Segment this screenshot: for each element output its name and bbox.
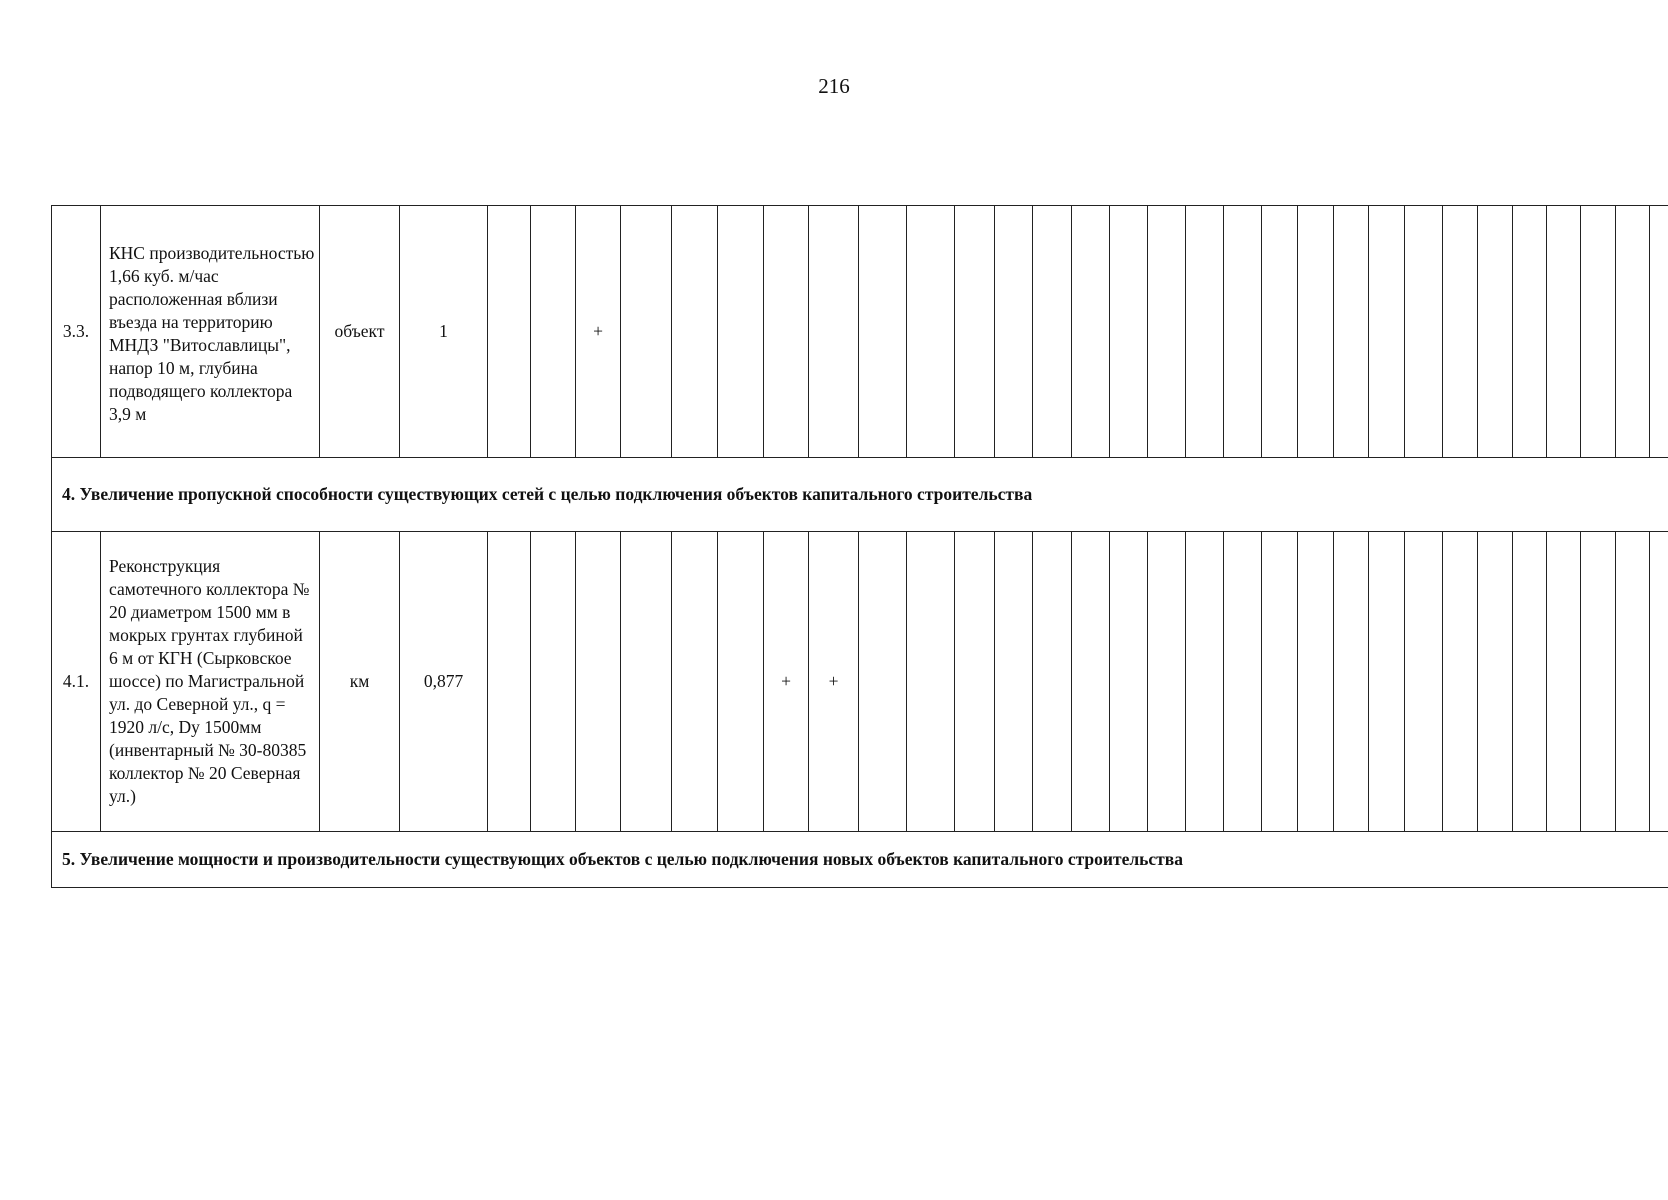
year-cell (1072, 206, 1110, 458)
year-cell (531, 532, 576, 832)
year-cell (488, 206, 531, 458)
year-cell (1478, 532, 1513, 832)
object-name: КНС производительностью 1,66 куб. м/час расположенная вблизи въезда на территорию МНДЗ "Витославлицы", напор 10 м, глубина подводящего коллектора 3,9 м (101, 206, 320, 458)
year-cell (1650, 532, 1668, 832)
year-cell (1298, 532, 1334, 832)
year-cell (1405, 206, 1443, 458)
year-cell (907, 532, 955, 832)
year-cell (995, 532, 1033, 832)
year-cell (718, 206, 764, 458)
year-cell (995, 206, 1033, 458)
year-cell (1148, 532, 1186, 832)
year-cell (1547, 206, 1581, 458)
year-cell (488, 532, 531, 832)
year-cell (1369, 532, 1405, 832)
plus-mark-cell: + (809, 532, 859, 832)
year-cell (1443, 206, 1478, 458)
year-cell (531, 206, 576, 458)
year-cell (1513, 532, 1547, 832)
year-cell (718, 532, 764, 832)
year-cell (1033, 206, 1072, 458)
quantity-cell: 1 (400, 206, 488, 458)
year-cell (1186, 532, 1224, 832)
year-cell (1513, 206, 1547, 458)
plus-mark-cell: + (764, 532, 809, 832)
year-cell (1443, 532, 1478, 832)
unit-cell: км (320, 532, 400, 832)
year-cell (1616, 532, 1650, 832)
object-name: Реконструкция самотечного коллектора № 20 диаметром 1500 мм в мокрых грунтах глубиной 6 м от КГН (Сырковское шоссе) по Магистральной ул. до Северной ул., q = 1920 л/с, Dy 1500мм (инвентарный № 30-80385 коллектор № 20 Северная ул.) (101, 532, 320, 832)
year-cell (1547, 532, 1581, 832)
year-cell (1224, 532, 1262, 832)
unit-cell: объект (320, 206, 400, 458)
row-number: 3.3. (52, 206, 101, 458)
section-header-row (52, 832, 1668, 888)
year-cell (809, 206, 859, 458)
year-cell (1298, 206, 1334, 458)
year-cell (907, 206, 955, 458)
year-cell (859, 206, 907, 458)
year-cell (1148, 206, 1186, 458)
year-cell (1262, 206, 1298, 458)
year-cell (1033, 532, 1072, 832)
investment-program-table (51, 205, 1668, 888)
year-cell (955, 532, 995, 832)
year-cell (1581, 532, 1616, 832)
section-title: 4. Увеличение пропускной способности существующих сетей с целью подключения объектов капитального строительства (52, 458, 1668, 532)
year-cell (1110, 206, 1148, 458)
year-cell (621, 206, 672, 458)
section-header-row (52, 458, 1668, 532)
year-cell (1334, 532, 1369, 832)
year-cell (1478, 206, 1513, 458)
year-cell (764, 206, 809, 458)
row-number: 4.1. (52, 532, 101, 832)
year-cell (1616, 206, 1650, 458)
year-cell (1581, 206, 1616, 458)
year-cell (1072, 532, 1110, 832)
year-cell (955, 206, 995, 458)
page-number: 216 (818, 74, 850, 98)
year-cell (1186, 206, 1224, 458)
plus-mark-cell: + (576, 206, 621, 458)
year-cell (1224, 206, 1262, 458)
table-row (52, 532, 1668, 832)
year-cell (1369, 206, 1405, 458)
year-cell (672, 532, 718, 832)
year-cell (672, 206, 718, 458)
section-title: 5. Увеличение мощности и производительности существующих объектов с целью подключения новых объектов капитального строительства (52, 832, 1668, 888)
year-cell (621, 532, 672, 832)
year-cell (576, 532, 621, 832)
year-cell (1405, 532, 1443, 832)
year-cell (1262, 532, 1298, 832)
year-cell (1334, 206, 1369, 458)
year-cell (1110, 532, 1148, 832)
table-row (52, 206, 1668, 458)
year-cell (1650, 206, 1668, 458)
quantity-cell: 0,877 (400, 532, 488, 832)
year-cell (859, 532, 907, 832)
